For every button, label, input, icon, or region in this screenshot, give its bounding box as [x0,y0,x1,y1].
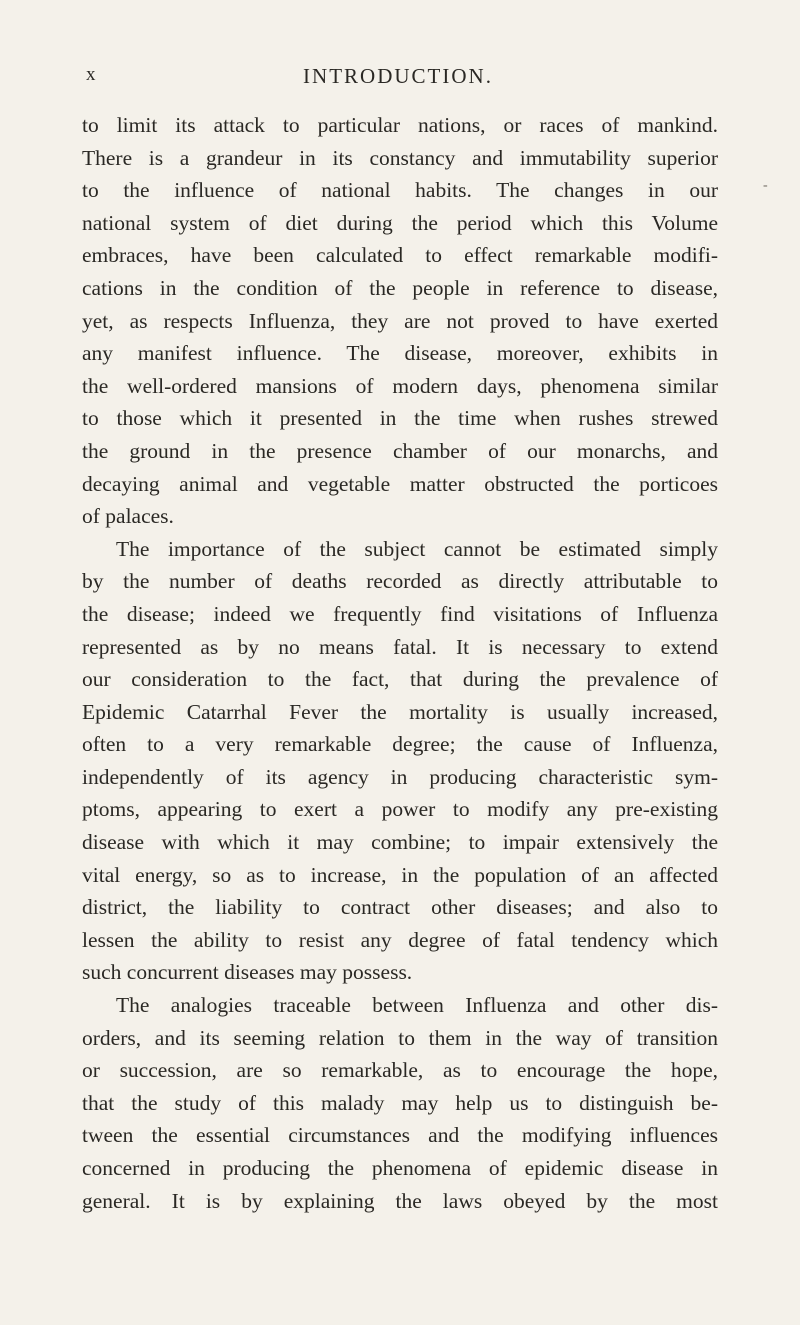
text-line: represented as by no means fatal. It is necessary to extend [82,634,718,659]
text-line: the disease; indeed we frequently find visitations of Influenza [82,601,718,626]
text-line: yet, as respects Influenza, they are not proved to have exerted [82,308,718,333]
text-line: such concurrent diseases may possess. [82,960,413,985]
paragraph-start-line: The analogies traceable between Influenza and other dis- [116,993,718,1018]
text-line: concerned in producing the phenomena of epidemic disease in [82,1156,718,1180]
page-header [86,64,710,94]
text-line: lessen the ability to resist any degree of fatal tendency which [82,927,718,952]
text-line: by the number of deaths recorded as directly attributable to [82,569,718,594]
text-line: that the study of this malady may help us to distinguish be- [82,1090,718,1115]
text-line: the well-ordered mansions of modern days, phenomena similar [82,373,718,398]
text-line: orders, and its seeming relation to them in the way of transition [82,1025,718,1050]
text-line: any manifest influence. The disease, moreover, exhibits in [82,341,718,366]
text-line: embraces, have been calculated to effect remarkable modifi- [82,243,718,268]
paragraph-start-line: The importance of the subject cannot be estimated simply [116,536,718,561]
text-line: the ground in the presence chamber of our monarchs, and [82,438,718,463]
text-line: often to a very remarkable degree; the cause of Influenza, [82,732,718,757]
text-line: or succession, are so remarkable, as to encourage the hope, [82,1058,718,1083]
text-line: disease with which it may combine; to impair extensively the [82,830,718,855]
text-line: Epidemic Catarrhal Fever the mortality is usually increased, [82,699,718,724]
text-line: of palaces. [82,504,174,529]
text-line: to limit its attack to particular nations, or races of mankind. [82,113,718,137]
text-line: to those which it presented in the time when rushes strewed [82,406,718,431]
text-line: cations in the condition of the people in reference to disease, [82,275,718,300]
text-line: national system of diet during the period which this Volume [82,210,718,235]
text-line: district, the liability to contract other diseases; and also to [82,895,718,920]
text-line: vital energy, so as to increase, in the population of an affected [82,862,718,887]
body-text [82,109,718,1217]
margin-mark: - [763,178,768,193]
text-line: independently of its agency in producing characteristic sym- [82,764,718,789]
text-line: tween the essential circumstances and the modifying influences [82,1123,718,1148]
running-title: INTRODUCTION. [303,64,493,88]
text-line: There is a grandeur in its constancy and immutability superior [82,145,718,170]
text-line: decaying animal and vegetable matter obstructed the porticoes [82,471,718,496]
text-line: our consideration to the fact, that during the prevalence of [82,667,718,692]
text-line: ptoms, appearing to exert a power to modify any pre-existing [82,797,718,822]
text-line: to the influence of national habits. The changes in our [82,178,718,203]
text-line: general. It is by explaining the laws obeyed by the most [82,1188,718,1213]
page-number: x [86,64,97,85]
